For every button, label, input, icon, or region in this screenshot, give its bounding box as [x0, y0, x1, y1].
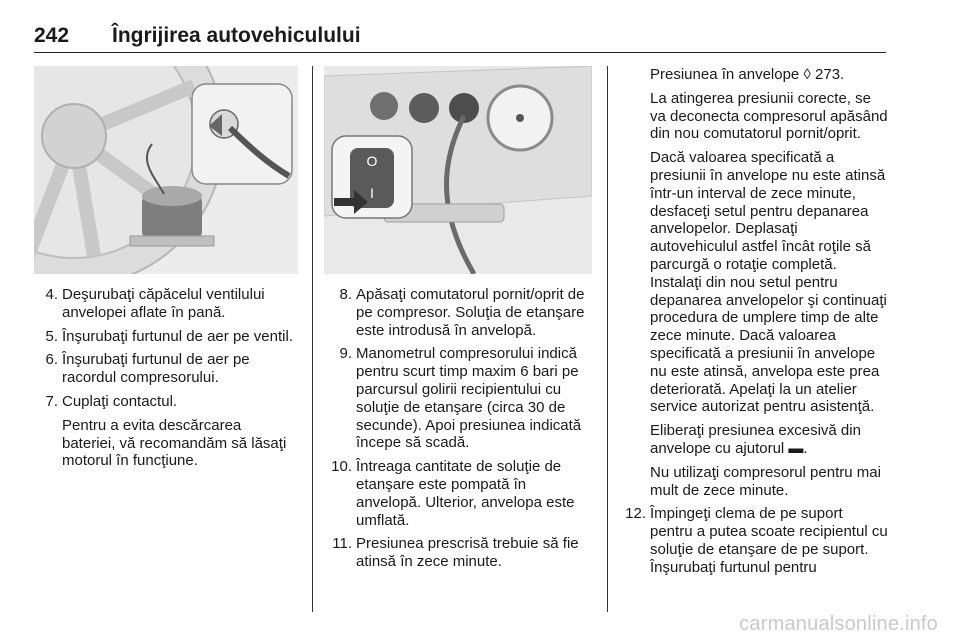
list-item: 11. Presiunea prescrisă trebuie să fie atinsă în zece minute.	[332, 535, 579, 571]
paragraph: Dacă valoarea specificată a presiunii în anvelope nu este atinsă într-un interval de zece minute, desfaceţi setul pentru depanarea anvelopelor. Deplasaţi autovehiculul astfel încât roţile să parcurgă o rotaţie completă. Instalaţi din nou setul pentru depanarea anvelopelor şi continuaţi procedura de umplere timp de alte zece minute. Dacă valoarea specificată a presiunii în anvelope nu este atinsă, anvelopa este prea deteriorată. Apelaţi la un atelier service autorizat pentru asistenţă.	[650, 149, 887, 416]
chapter-title: Îngrijirea autovehiculului	[112, 24, 361, 47]
switch-label-off: O	[366, 153, 378, 169]
figure-compressor-switch	[324, 66, 592, 274]
compressor-switch-illustration	[324, 66, 592, 274]
list-item: 7. Cuplaţi contactul.	[45, 392, 178, 410]
watermark: carmanualsonline.info	[739, 613, 938, 635]
paragraph: La atingerea presiunii corecte, se va deconecta compresorul apăsând din nou comutatorul pornit/oprit.	[650, 89, 888, 143]
paragraph: Nu utilizaţi compresorul pentru mai mult de zece minute.	[650, 463, 881, 499]
list-item: 12. Împingeţi clema de pe suport pentru a putea scoate recipientul cu soluţie de etanşare de pe suport. Înşurubaţi furtunul pentru	[625, 505, 888, 576]
list-item: 5. Înşurubaţi furtunul de aer pe ventil.	[45, 327, 293, 345]
list-item: 9. Manometrul compresorului indică pentru scurt timp maxim 6 bari pe parcursul golirii recipientului cu soluţie de etanşare (circa 30 de secunde). Apoi presiunea indicată începe să scadă.	[339, 345, 582, 452]
list-item: 6. Înşurubaţi furtunul de aer pe racordul compresorului.	[45, 351, 250, 387]
column-left	[34, 66, 298, 476]
column-divider	[607, 66, 608, 612]
paragraph: Eliberaţi presiunea excesivă din anvelope cu ajutorul ▬.	[650, 422, 861, 457]
compressor-wheel-illustration	[34, 66, 298, 274]
figure-compressor-wheel	[34, 66, 298, 274]
list-item: 4. Deşurubaţi căpăcelul ventilului anvelopei aflate în pană.	[45, 286, 265, 321]
page-header	[34, 22, 886, 53]
page-number: 242	[34, 24, 70, 47]
steps-list-middle	[324, 286, 592, 571]
column-divider	[312, 66, 313, 612]
steps-list-left	[34, 286, 298, 470]
list-item: 10. Întreaga cantitate de soluţie de etanşare este pompată în anvelopă. Ulterior, anvelopa este umflată.	[331, 458, 575, 529]
list-item: 8. Apăsaţi comutatorul pornit/oprit de pe compresor. Soluţia de etanşare este introdusă în anvelopă.	[339, 286, 585, 339]
column-middle	[324, 66, 592, 577]
step-note: Pentru a evita descărcarea bateriei, vă recomandăm să lăsaţi motorul în funcţiune.	[62, 416, 287, 470]
paragraph: Presiunea în anvelope ◊ 273.	[650, 66, 845, 83]
column-right	[622, 66, 888, 583]
switch-label-on: I	[370, 185, 374, 201]
